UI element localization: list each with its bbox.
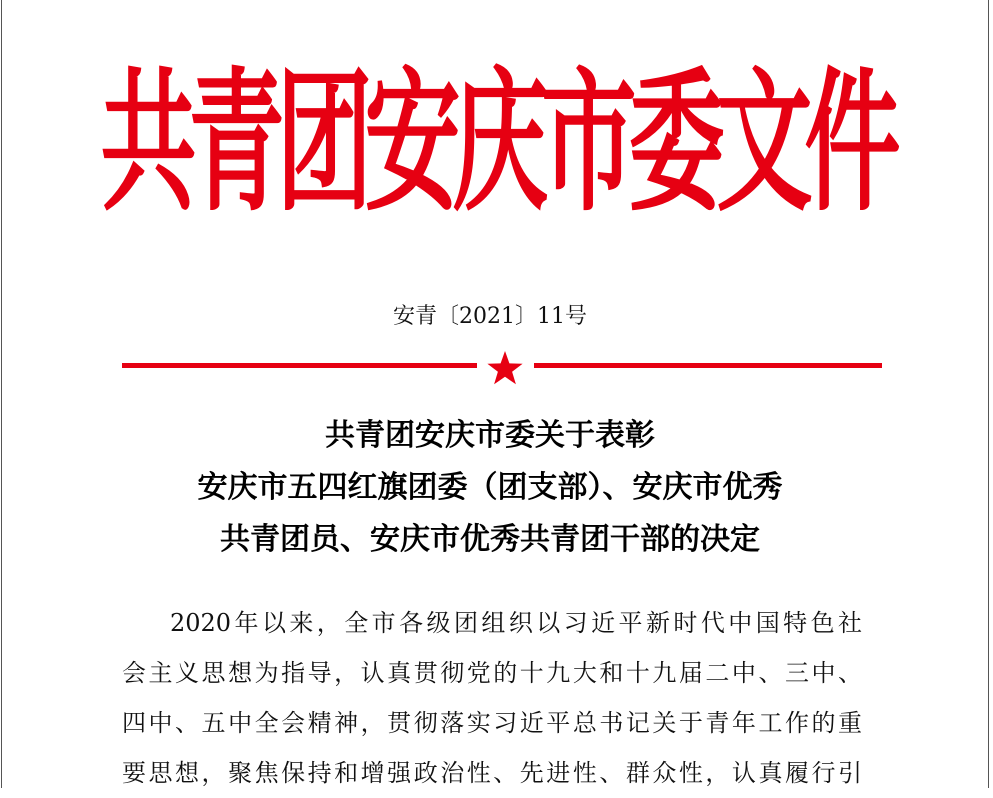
body-text-line: 四中、五中全会精神，贯彻落实习近平总书记关于青年工作的重 [122,709,862,737]
title-line: 安庆市五四红旗团委（团支部）、安庆市优秀 [197,470,783,505]
title-line: 共青团员、安庆市优秀共青团干部的决定 [220,522,760,557]
document-number: 安青〔2021〕11号 [393,304,587,329]
body-text-line: 会主义思想为指导，认真贯彻党的十九大和十九届二中、三中、 [122,659,862,687]
body-text-line: 2020年以来，全市各级团组织以习近平新时代中国特色社 [170,609,862,637]
body-text-line: 要思想，聚焦保持和增强政治性、先进性、群众性，认真履行引 [122,759,862,787]
divider-line-left [122,363,477,368]
divider-line-right [534,363,882,368]
red-star-icon [486,350,524,386]
title-line: 共青团安庆市委关于表彰 [325,418,655,453]
document-masthead: 共青团安庆市委文件 [100,53,893,233]
